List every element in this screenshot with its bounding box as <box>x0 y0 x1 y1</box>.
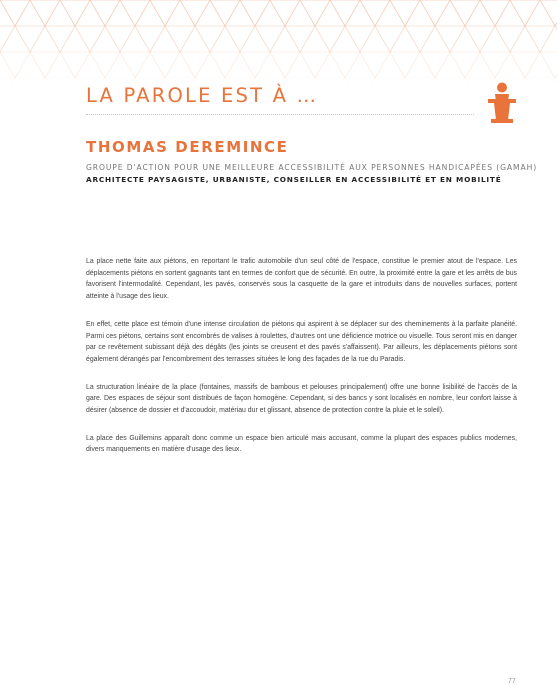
paragraph: La place des Guillemins apparaît donc comme un espace bien articulé mais accusant, comme la plupart des espaces publics modernes, divers manquements en matière d'usage des lieux. <box>86 434 517 454</box>
person-organization: GROUPE D'ACTION POUR UNE MEILLEURE ACCESSIBILITÉ AUX PERSONNES HANDICAPÉES (GAMAH) <box>86 163 538 172</box>
paragraph: En effet, cette place est témoin d'une intense circulation de piétons qui aspirent à se déplacer sur des cheminements à la parfaite planéité. Parmi ces piétons, certains sont encombrés de valises à roulettes, d'autres ont une déficience motrice ou visuelle. Tous seront mis en danger par ce revêtement subissant déjà des dégâts (les joints se creusent et des pavés s'affaissent). Par ailleurs, les déplacements piétons sont également dérangés par l'encombrement des terrasses situées le long des façades de la rue du Paradis. <box>86 320 517 363</box>
decorative-triangle-pattern <box>0 0 557 90</box>
paragraph: La structuration linéaire de la place (fontaines, massifs de bambous et pelouses principalement) offre une bonne lisibilité de l'accès de la gare. Des espaces de séjour sont distribués de façon homogène. Cependant, si des bancs y sont localisés en nombre, leur confort laisse à désirer (absence de dossier et d'accoudoir, matériau dur et glissant, absence de protection contre la pluie et le soleil). <box>86 383 517 415</box>
paragraph: La place nette faite aux piétons, en reportant le trafic automobile d'un seul côté de l'espace, constitue le premier atout de l'espace. Les déplacements piétons en sortent gagnants tant en termes de confort que de sécurité. En outre, la proximité entre la gare et les arrêts de bus favorisent l'intermodalité. Cependant, les pavés, conservés sous la casquette de la gare et introduits dans de nouvelles surfaces, portent atteinte à l'usage des lieux. <box>86 258 517 301</box>
person-name: THOMAS DEREMINCE <box>86 138 289 156</box>
page-number: 77 <box>508 678 516 685</box>
dotted-divider <box>86 114 474 115</box>
person-role: ARCHITECTE PAYSAGISTE, URBANISTE, CONSEILLER EN ACCESSIBILITÉ ET EN MOBILITÉ <box>86 175 502 184</box>
section-title: LA PAROLE EST À … <box>86 84 319 107</box>
speaker-at-podium-icon <box>486 82 518 124</box>
body-text <box>86 256 517 472</box>
